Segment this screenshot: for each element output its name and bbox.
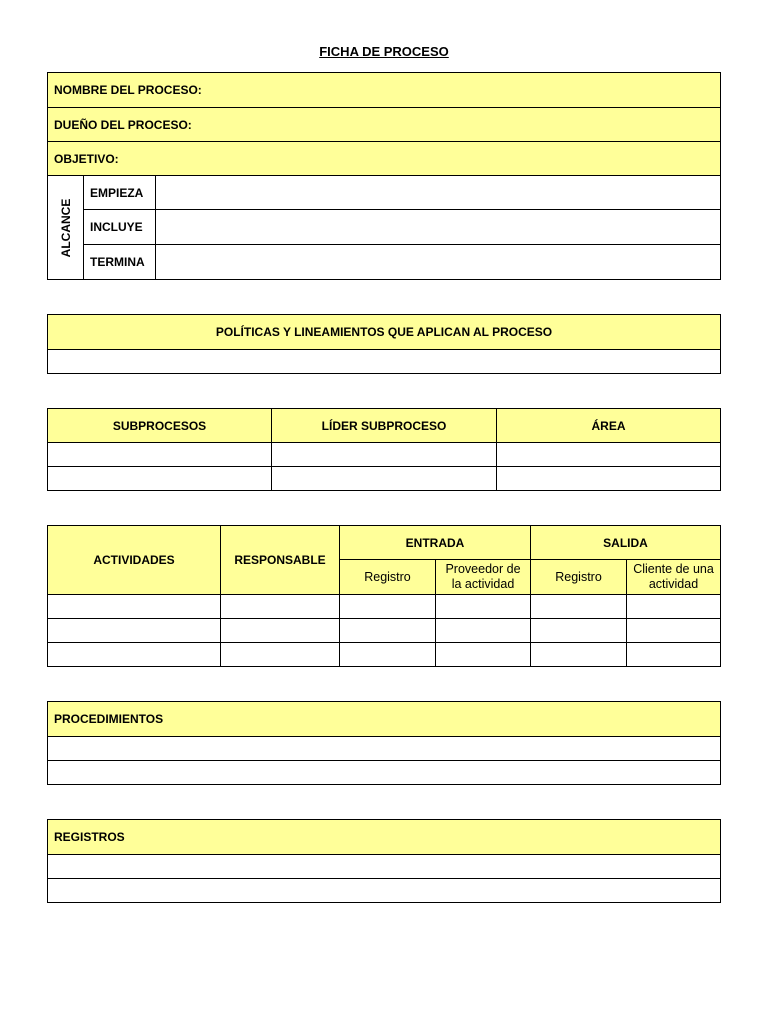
- table-row: [48, 595, 721, 619]
- subprocess-cell[interactable]: [48, 467, 272, 491]
- scope-includes-field[interactable]: [156, 210, 721, 245]
- input-record-cell[interactable]: [340, 619, 436, 643]
- scope-cell: [48, 176, 84, 280]
- process-owner-label: DUEÑO DEL PROCESO:: [48, 108, 721, 142]
- activities-header: ACTIVIDADES: [48, 526, 221, 595]
- input-record-cell[interactable]: [340, 595, 436, 619]
- subprocess-leader-header: LÍDER SUBPROCESO: [272, 409, 497, 443]
- subprocess-leader-cell[interactable]: [272, 467, 497, 491]
- input-record-header: Registro: [340, 560, 436, 595]
- subprocess-leader-cell[interactable]: [272, 443, 497, 467]
- table-row: [48, 879, 721, 903]
- table-row: [48, 761, 721, 785]
- procedures-table: [47, 701, 721, 785]
- table-row: [48, 443, 721, 467]
- scope-end-label: TERMINA: [84, 245, 156, 280]
- records-table: [47, 819, 721, 903]
- output-client-cell[interactable]: [627, 595, 721, 619]
- subprocess-cell[interactable]: [48, 443, 272, 467]
- input-supplier-cell[interactable]: [436, 619, 531, 643]
- activity-cell[interactable]: [48, 643, 221, 667]
- area-cell[interactable]: [497, 467, 721, 491]
- procedure-field[interactable]: [48, 761, 721, 785]
- policies-table: [47, 314, 721, 374]
- output-client-cell[interactable]: [627, 643, 721, 667]
- area-cell[interactable]: [497, 443, 721, 467]
- output-record-cell[interactable]: [531, 643, 627, 667]
- record-field[interactable]: [48, 855, 721, 879]
- table-row: [48, 467, 721, 491]
- responsible-cell[interactable]: [221, 643, 340, 667]
- responsible-cell[interactable]: [221, 619, 340, 643]
- document-title: FICHA DE PROCESO: [319, 44, 449, 59]
- scope-start-label: EMPIEZA: [84, 176, 156, 210]
- scope-includes-label: INCLUYE: [84, 210, 156, 245]
- scope-label: ALCANCE: [58, 198, 73, 257]
- table-row: [48, 619, 721, 643]
- process-name-label: NOMBRE DEL PROCESO:: [48, 73, 721, 108]
- responsible-header: RESPONSABLE: [221, 526, 340, 595]
- input-record-cell[interactable]: [340, 643, 436, 667]
- objective-label: OBJETIVO:: [48, 142, 721, 176]
- output-record-cell[interactable]: [531, 595, 627, 619]
- scope-start-field[interactable]: [156, 176, 721, 210]
- input-header: ENTRADA: [340, 526, 531, 560]
- area-header: ÁREA: [497, 409, 721, 443]
- table-row: [48, 737, 721, 761]
- policies-field[interactable]: [48, 350, 721, 374]
- process-header-table: [47, 72, 721, 280]
- activity-cell[interactable]: [48, 619, 221, 643]
- records-header: REGISTROS: [48, 820, 721, 855]
- activities-table: [47, 525, 721, 667]
- input-supplier-cell[interactable]: [436, 595, 531, 619]
- input-supplier-cell[interactable]: [436, 643, 531, 667]
- policies-header: POLÍTICAS Y LINEAMIENTOS QUE APLICAN AL PROCESO: [48, 315, 721, 350]
- output-client-header: Cliente de una actividad: [627, 560, 721, 595]
- output-header: SALIDA: [531, 526, 721, 560]
- table-row: [48, 855, 721, 879]
- subprocesses-table: [47, 408, 721, 491]
- record-field[interactable]: [48, 879, 721, 903]
- procedures-header: PROCEDIMIENTOS: [48, 702, 721, 737]
- output-record-cell[interactable]: [531, 619, 627, 643]
- procedure-field[interactable]: [48, 737, 721, 761]
- output-record-header: Registro: [531, 560, 627, 595]
- output-client-cell[interactable]: [627, 619, 721, 643]
- subprocesses-header: SUBPROCESOS: [48, 409, 272, 443]
- responsible-cell[interactable]: [221, 595, 340, 619]
- activity-cell[interactable]: [48, 595, 221, 619]
- scope-end-field[interactable]: [156, 245, 721, 280]
- input-supplier-header: Proveedor de la actividad: [436, 560, 531, 595]
- table-row: [48, 643, 721, 667]
